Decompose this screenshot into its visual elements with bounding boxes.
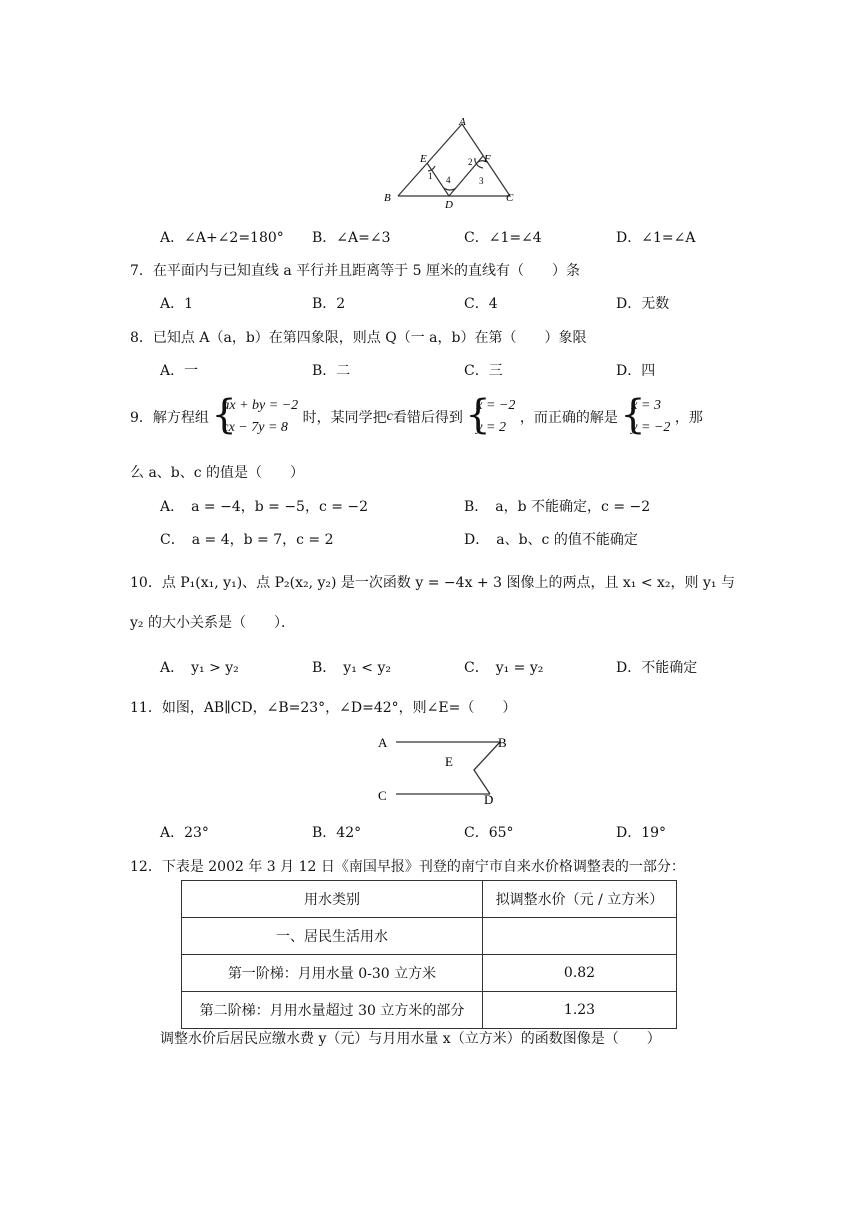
q9-suffix: ，那 [674,410,703,426]
water-price-table [181,880,677,1029]
q9-s2a: { x = 3 [631,398,661,413]
q9-s1a: { x = −2 [476,398,516,413]
fig2-label-a: A [378,735,388,750]
triangle-figure [380,116,530,210]
q9-eq2: cx − 7y = 8 [222,420,288,435]
q11-option-a: A．23° [160,825,209,841]
table-header-cell: 拟调整水价（元 / 立方米） [483,881,677,918]
table-header-row [182,881,677,918]
fig2-label-c: C [378,788,387,803]
q9-option-b: B． a，b 不能确定，c = −2 [464,499,651,515]
q10-option-b: B． y₁ < y₂ [312,660,391,676]
table-row [182,992,677,1029]
q11-option-b: B．42° [312,825,362,841]
q8-option-a: A．一 [160,363,199,379]
q6-option-d: D．∠1=∠A [616,230,696,246]
q10-line2: y₂ 的大小关系是（ ）． [130,615,295,631]
q7-option-a: A．1 [160,296,194,312]
q7-option-d: D．无数 [616,296,670,312]
table-cell: 一、居民生活用水 [182,918,483,955]
q9-option-d: D． a、b、c 的值不能确定 [464,532,638,548]
label-c: C [506,192,514,204]
q10-option-d: D．不能确定 [616,660,698,676]
q9-correct-solution [622,395,670,439]
table-cell: 第一阶梯：月用水量 0-30 立方米 [182,955,483,992]
label-2: 2 [468,157,473,167]
q6-option-c: C．∠1=∠4 [464,230,542,246]
q9-s1b: y = 2 [476,420,506,435]
q9-system [213,395,298,439]
q9-option-a: A． a = −4，b = −5，c = −2 [160,499,369,515]
q9-mid3: ，而正确的解是 [519,410,618,426]
fig2-label-e: E [445,754,453,769]
table-row [182,918,677,955]
label-4: 4 [446,175,451,185]
q9-option-c: C． a = 4，b = 7，c = 2 [160,532,334,548]
label-f: F [484,153,491,165]
q8-option-c: C．三 [464,363,503,379]
q9-mid2: 看错后得到 [392,410,463,426]
q9-s2b: y = −2 [631,420,671,435]
table-cell: 第二阶梯：月用水量超过 30 立方米的部分 [182,992,483,1029]
q11-option-d: D．19° [616,825,667,841]
label-3: 3 [479,176,484,186]
label-b: B [384,192,391,204]
label-1: 1 [428,171,433,181]
q10-line1: 10．点 P₁(x₁, y₁)、点 P₂(x₂, y₂) 是一次函数 y = −4x + 3 图像上的两点，且 x₁ < x₂，则 y₁ 与 [130,575,735,591]
table-cell [483,918,677,955]
table-header-cell: 用水类别 [182,881,483,918]
q11-stem: 11．如图，AB∥CD，∠B=23°，∠D=42°，则∠E=（ ） [130,700,517,716]
fig2-label-b: B [498,735,507,750]
q6-option-a: A．∠A+∠2=180° [160,230,284,246]
q11-option-c: C．65° [464,825,514,841]
q10-option-a: A． y₁ > y₂ [160,660,239,676]
fig2-label-d: D [484,792,494,807]
q7-option-b: B．2 [312,296,346,312]
parallel-lines-figure [372,728,512,808]
table-cell: 1.23 [483,992,677,1029]
q7-option-c: C．4 [464,296,498,312]
q10-option-c: C． y₁ = y₂ [464,660,544,676]
q7-stem: 7．在平面内与已知直线 a 平行并且距离等于 5 厘米的直线有（ ）条 [130,263,580,279]
q8-option-b: B．二 [312,363,351,379]
q9-eq1: { ax + by = −2 [222,398,299,413]
table-cell: 0.82 [483,955,677,992]
q6-option-b: B．∠A=∠3 [312,230,391,246]
label-d: D [445,199,453,210]
q12-stem: 12．下表是 2002 年 3 月 12 日《南国早报》刊登的南宁市自来水价格调整表的一部分： [130,859,685,875]
q12-after: 调整水价后居民应缴水费 y（元）与月用水量 x（立方米）的函数图像是（ ） [160,1031,661,1047]
q9-line2: 么 a、b、c 的值是（ ） [130,465,305,481]
q8-option-d: D．四 [616,363,656,379]
q9-wrong-solution [467,395,515,439]
q9-c: c [386,409,393,424]
label-e: E [420,153,427,165]
q9-mid1: 时，某同学把 [302,410,387,426]
table-row [182,955,677,992]
q9-stem [130,395,703,439]
label-a: A [459,116,466,128]
q9-prefix: 9．解方程组 [130,410,209,426]
q8-stem: 8．已知点 A（a，b）在第四象限，则点 Q（一 a，b）在第（ ）象限 [130,330,587,346]
